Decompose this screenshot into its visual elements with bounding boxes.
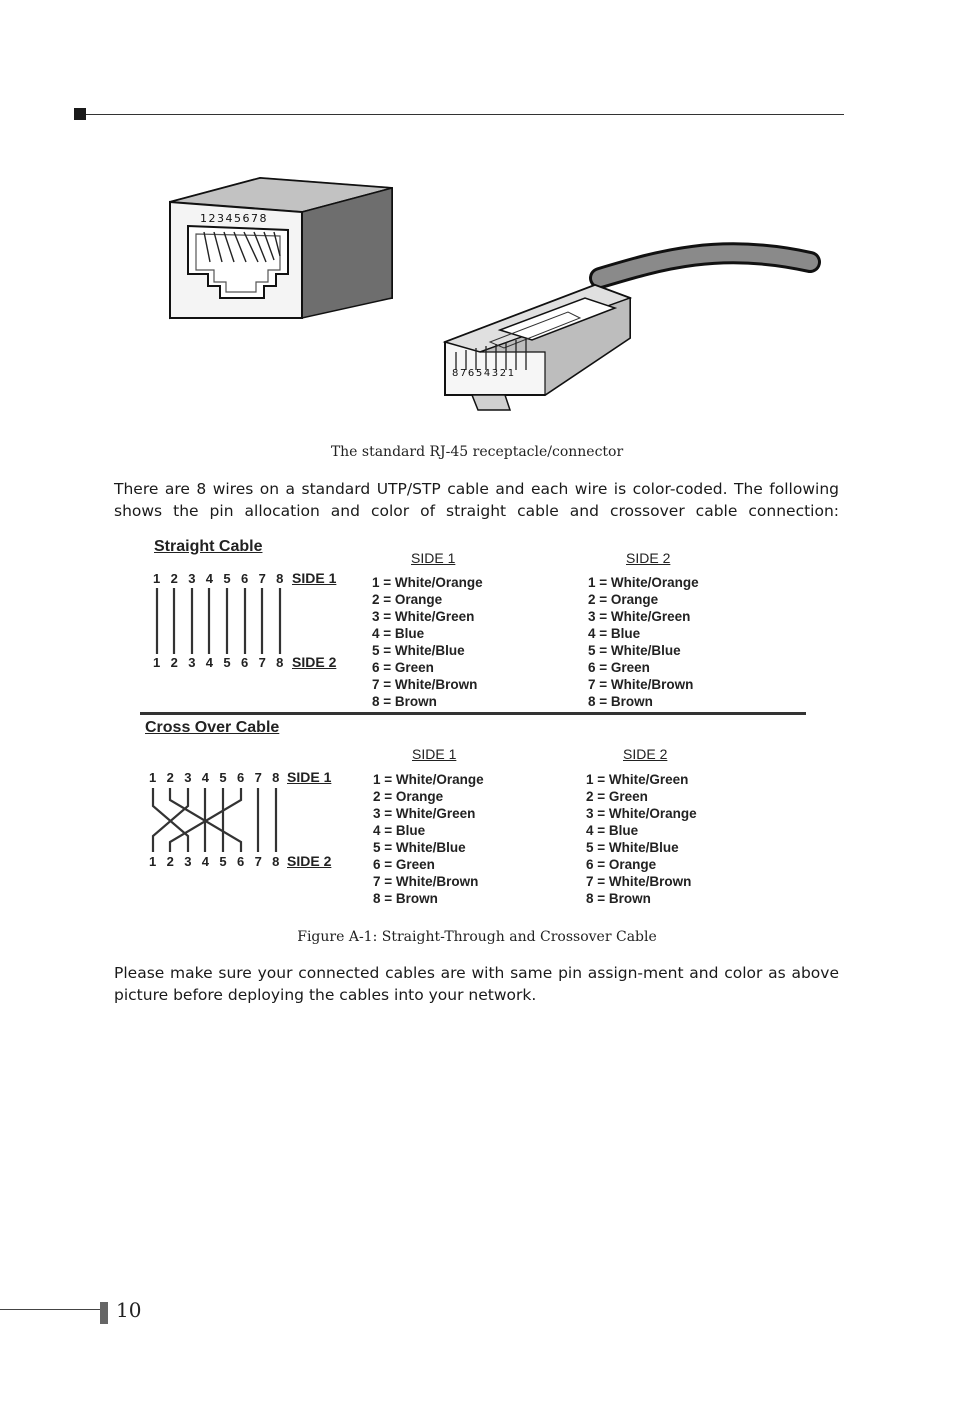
pin-number: 8: [272, 770, 280, 785]
straight-cable-title: Straight Cable: [154, 538, 263, 555]
pin-number: 3: [184, 854, 192, 869]
list-item: 3 = White/Green: [588, 609, 691, 624]
list-item: 3 = White/Green: [372, 609, 475, 624]
crossover-side1-header: SIDE 1: [412, 746, 457, 762]
connector-pin-numbers: 87654321: [452, 368, 516, 379]
list-item: 8 = Brown: [372, 694, 437, 709]
crossover-bottom-pin-row: [149, 854, 290, 869]
pin-number: 1: [149, 854, 157, 869]
crossover-side1-label: SIDE 1: [287, 769, 332, 785]
pin-number: 3: [184, 770, 192, 785]
rj45-receptacle-image: [170, 178, 392, 318]
pin-number: 4: [205, 571, 214, 586]
pin-number: 4: [205, 655, 214, 670]
pin-number: 6: [236, 770, 245, 785]
pin-number: 3: [188, 655, 196, 670]
straight-side1-list: [372, 574, 483, 710]
closing-paragraph: Please make sure your connected cables are with same pin assign-ment and color as above picture before deploying the cables into your network.: [114, 964, 839, 1004]
list-item: 4 = Blue: [586, 823, 639, 838]
list-item: 1 = White/Green: [586, 772, 689, 787]
pin-number: 2: [166, 770, 174, 785]
straight-side2-list: [588, 574, 699, 710]
pin-number: 1: [153, 571, 161, 586]
list-item: 2 = Orange: [373, 789, 444, 804]
pin-number: 2: [170, 655, 178, 670]
pin-number: 6: [240, 571, 249, 586]
pin-number: 2: [166, 854, 174, 869]
header-rule: [86, 114, 844, 115]
crossover-cable-title: Cross Over Cable: [145, 719, 280, 736]
pin-number: 6: [240, 655, 249, 670]
list-item: 3 = White/Orange: [586, 806, 697, 821]
list-item: 6 = Orange: [586, 857, 657, 872]
straight-side1-header: SIDE 1: [411, 550, 456, 566]
pin-number: 2: [170, 571, 178, 586]
crossover-side2-header: SIDE 2: [623, 746, 668, 762]
footer-rule: [0, 1309, 100, 1310]
pin-number: 7: [258, 571, 266, 586]
list-item: 8 = Brown: [586, 891, 651, 906]
pin-number: 7: [254, 854, 262, 869]
pin-number: 5: [219, 770, 227, 785]
list-item: 7 = White/Brown: [586, 874, 692, 889]
straight-side2-header: SIDE 2: [626, 550, 671, 566]
list-item: 6 = Green: [372, 660, 434, 675]
list-item: 1 = White/Orange: [372, 575, 483, 590]
figure2-caption: Figure A-1: Straight-Through and Crossover Cable: [297, 929, 657, 945]
straight-top-pin-row: [153, 571, 294, 586]
pin-number: 3: [188, 571, 196, 586]
list-item: 1 = White/Orange: [588, 575, 699, 590]
list-item: 5 = White/Blue: [372, 643, 465, 658]
receptacle-pin-numbers: 12345678: [200, 212, 268, 225]
pin-number: 4: [201, 770, 210, 785]
list-item: 7 = White/Brown: [373, 874, 479, 889]
crossover-side2-list: [586, 771, 697, 907]
list-item: 7 = White/Brown: [372, 677, 478, 692]
pin-number: 8: [276, 655, 284, 670]
pin-number: 8: [276, 571, 284, 586]
header-square-marker: [74, 108, 86, 120]
intro-paragraph: There are 8 wires on a standard UTP/STP cable and each wire is color-coded. The following shows the pin allocation and color of straight cable and crossover cable connection:: [114, 480, 839, 520]
rj45-illustration: [160, 170, 830, 420]
pin-number: 7: [254, 770, 262, 785]
rj45-connector-image: [445, 253, 810, 410]
footer-bar-marker: [100, 1302, 108, 1324]
pin-number: 6: [236, 854, 245, 869]
pin-number: 4: [201, 854, 210, 869]
list-item: 6 = Green: [588, 660, 650, 675]
pin-number: 1: [153, 655, 161, 670]
crossover-side1-list: [373, 771, 484, 907]
crossover-side2-label: SIDE 2: [287, 853, 332, 869]
pin-number: 5: [223, 571, 231, 586]
section-divider: [140, 712, 806, 715]
straight-side1-label: SIDE 1: [292, 570, 337, 586]
figure1-caption: The standard RJ-45 receptacle/connector: [330, 444, 624, 460]
list-item: 2 = Orange: [372, 592, 443, 607]
list-item: 5 = White/Blue: [588, 643, 681, 658]
pin-number: 1: [149, 770, 157, 785]
crossover-wires: [146, 786, 286, 854]
list-item: 5 = White/Blue: [586, 840, 679, 855]
pin-number: 5: [223, 655, 231, 670]
list-item: 7 = White/Brown: [588, 677, 694, 692]
list-item: 4 = Blue: [588, 626, 641, 641]
list-item: 6 = Green: [373, 857, 435, 872]
straight-wires: [150, 586, 290, 656]
list-item: 8 = Brown: [373, 891, 438, 906]
list-item: 2 = Green: [586, 789, 648, 804]
crossover-top-pin-row: [149, 770, 290, 785]
list-item: 2 = Orange: [588, 592, 659, 607]
list-item: 1 = White/Orange: [373, 772, 484, 787]
list-item: 5 = White/Blue: [373, 840, 466, 855]
pin-number: 7: [258, 655, 266, 670]
page-number: 10: [116, 1298, 142, 1322]
list-item: 4 = Blue: [373, 823, 426, 838]
straight-bottom-pin-row: [153, 655, 294, 670]
list-item: 8 = Brown: [588, 694, 653, 709]
list-item: 3 = White/Green: [373, 806, 476, 821]
pin-number: 8: [272, 854, 280, 869]
straight-side2-label: SIDE 2: [292, 654, 337, 670]
pin-number: 5: [219, 854, 227, 869]
list-item: 4 = Blue: [372, 626, 425, 641]
